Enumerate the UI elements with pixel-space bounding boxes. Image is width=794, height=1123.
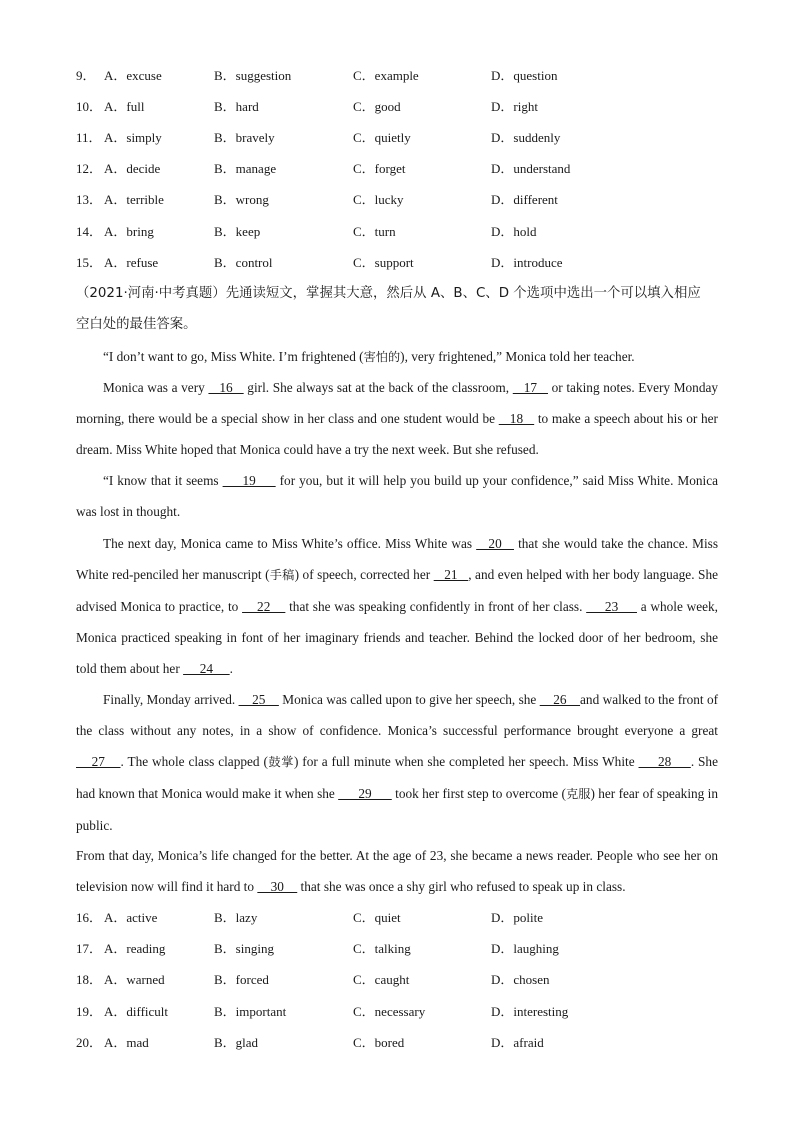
option-a: A．excuse (104, 68, 162, 83)
instruction-line-1: （2021·河南·中考真题）先通读短文，掌握其大意，然后从 A、B、C、D 个选项中选出一个可以填入相应 (76, 286, 701, 301)
blank-17: 17 (512, 380, 548, 395)
passage-text: , and even helped with her body language. She advised Monica to practice, to (76, 567, 718, 614)
blank-26: 26 (539, 692, 581, 707)
passage-text: “I know that it seems (103, 473, 223, 488)
option-c: C．forget (353, 161, 406, 176)
passage-text: to make a speech about his or her dream. Miss White hoped that Monica could have a try the next week. But she refused. (76, 411, 718, 457)
passage-text: took her first step to overcome ( (391, 786, 566, 801)
option-a: A．active (104, 910, 158, 925)
option-c: C．talking (353, 941, 411, 956)
option-a: A．warned (104, 972, 165, 987)
option-c: C．support (353, 255, 414, 270)
option-c: C．necessary (353, 1004, 426, 1019)
blank-29: 29 (338, 786, 392, 801)
passage-text: ) for a full minute when she completed her speech. Miss White (293, 754, 639, 769)
question-number: 9． (76, 68, 96, 83)
passage-text: . The whole class clapped ( (120, 754, 268, 769)
passage-paragraph-6 (76, 840, 718, 902)
passage-paragraph-1 (76, 341, 718, 373)
option-a: A．decide (104, 161, 161, 176)
option-b: B．lazy (214, 910, 258, 925)
question-number: 19． (76, 1004, 103, 1019)
blank-24: 24 (183, 661, 230, 676)
option-b: B．singing (214, 941, 274, 956)
option-a: A．refuse (104, 255, 159, 270)
question-number: 14． (76, 224, 103, 239)
passage-paragraph-4 (76, 528, 718, 684)
passage-text: Monica was called upon to give her speech, she (278, 692, 540, 707)
option-d: D．polite (491, 910, 543, 925)
question-number: 13． (76, 192, 103, 207)
question-number: 16． (76, 910, 103, 925)
question-number: 17． (76, 941, 103, 956)
chinese-gloss: 害怕的 (363, 350, 401, 364)
question-number: 11． (76, 130, 102, 145)
option-a: A．simply (104, 130, 162, 145)
option-d: D．different (491, 192, 558, 207)
blank-20: 20 (476, 536, 514, 551)
passage-text: From that day, Monica’s life changed for the better. At the age of 23, she became a news reader. People who see her on television now will find it hard to (76, 848, 718, 894)
passage-paragraph-5 (76, 684, 718, 841)
option-a: A．bring (104, 224, 154, 239)
option-d: D．introduce (491, 255, 563, 270)
chinese-gloss: 鼓掌 (267, 755, 294, 769)
option-d: D．afraid (491, 1035, 544, 1050)
blank-25: 25 (238, 692, 279, 707)
question-number: 12． (76, 161, 103, 176)
option-b: B．glad (214, 1035, 259, 1050)
option-b: B．forced (214, 972, 269, 987)
option-d: D．hold (491, 224, 537, 239)
option-b: B．control (214, 255, 273, 270)
option-c: C．good (353, 99, 401, 114)
option-b: B．suggestion (214, 68, 292, 83)
option-a: A．full (104, 99, 145, 114)
question-number: 15． (76, 255, 103, 270)
option-d: D．suddenly (491, 130, 561, 145)
option-c: C．lucky (353, 192, 404, 207)
option-c: C．caught (353, 972, 410, 987)
option-d: D．right (491, 99, 538, 114)
passage-text: that she would take the chance. Miss White red-penciled her manuscript ( (76, 536, 718, 582)
passage-text: . She had known that Monica would make it when she (76, 754, 718, 801)
option-c: C．turn (353, 224, 396, 239)
passage-paragraph-3 (76, 465, 718, 527)
passage-text: and walked to the front of the class without any notes, in a show of confidence. Monica’s successful performance brought everyone a great (76, 692, 719, 738)
option-a: A．reading (104, 941, 166, 956)
blank-21: 21 (433, 567, 469, 582)
passage-text: The next day, Monica came to Miss White’s office. Miss White was (103, 536, 477, 551)
blank-28: 28 (638, 754, 691, 769)
option-d: D．chosen (491, 972, 550, 987)
question-number: 18． (76, 972, 103, 987)
passage-text: Monica was a very (103, 380, 209, 395)
option-b: B．keep (214, 224, 261, 239)
option-a: A．terrible (104, 192, 164, 207)
option-c: C．quietly (353, 130, 411, 145)
chinese-gloss: 克服 (565, 787, 591, 801)
passage-text: that she was once a shy girl who refused to speak up in class. (297, 879, 626, 894)
option-b: B．manage (214, 161, 277, 176)
passage-text: for you, but it will help you build up your confidence,” said Miss White. Monica was lost in thought. (76, 473, 719, 519)
passage-text: ) her fear of speaking in public. (76, 786, 719, 833)
chinese-gloss: 手稿 (269, 568, 295, 582)
option-b: B．bravely (214, 130, 275, 145)
option-b: B．hard (214, 99, 259, 114)
passage-text: “I don’t want to go, Miss White. I’m frightened ( (103, 349, 364, 364)
passage-text: ) of speech, corrected her (294, 567, 434, 582)
passage-paragraph-2 (76, 372, 718, 465)
passage-text: girl. She always sat at the back of the classroom, (243, 380, 513, 395)
question-number: 20． (76, 1035, 103, 1050)
blank-18: 18 (498, 411, 535, 426)
passage-text: Finally, Monday arrived. (103, 692, 239, 707)
option-d: D．question (491, 68, 558, 83)
passage-text: or taking notes. Every Monday morning, there would be a special show in her class and one student would be (76, 380, 719, 426)
blank-27: 27 (76, 754, 121, 769)
passage-text: ), very frightened,” Monica told her teacher. (400, 349, 635, 364)
blank-23: 23 (586, 599, 637, 614)
blank-16: 16 (208, 380, 244, 395)
passage-text: that she was speaking confidently in front of her class. (285, 599, 587, 614)
blank-19: 19 (222, 473, 276, 488)
passage-text: . (229, 661, 233, 676)
option-c: C．quiet (353, 910, 401, 925)
option-d: D．interesting (491, 1004, 569, 1019)
option-a: A．difficult (104, 1004, 169, 1019)
option-b: B．important (214, 1004, 287, 1019)
option-d: D．laughing (491, 941, 559, 956)
option-d: D．understand (491, 161, 571, 176)
instruction-line-2: 空白处的最佳答案。 (76, 317, 197, 332)
blank-30: 30 (257, 879, 298, 894)
option-a: A．mad (104, 1035, 149, 1050)
passage-text: a whole week, Monica practiced speaking in font of her imaginary friends and teacher. Behind the locked door of her bedroom, she told them about her (76, 599, 719, 676)
option-c: C．bored (353, 1035, 405, 1050)
option-b: B．wrong (214, 192, 269, 207)
option-c: C．example (353, 68, 419, 83)
blank-22: 22 (242, 599, 286, 614)
question-number: 10． (76, 99, 103, 114)
